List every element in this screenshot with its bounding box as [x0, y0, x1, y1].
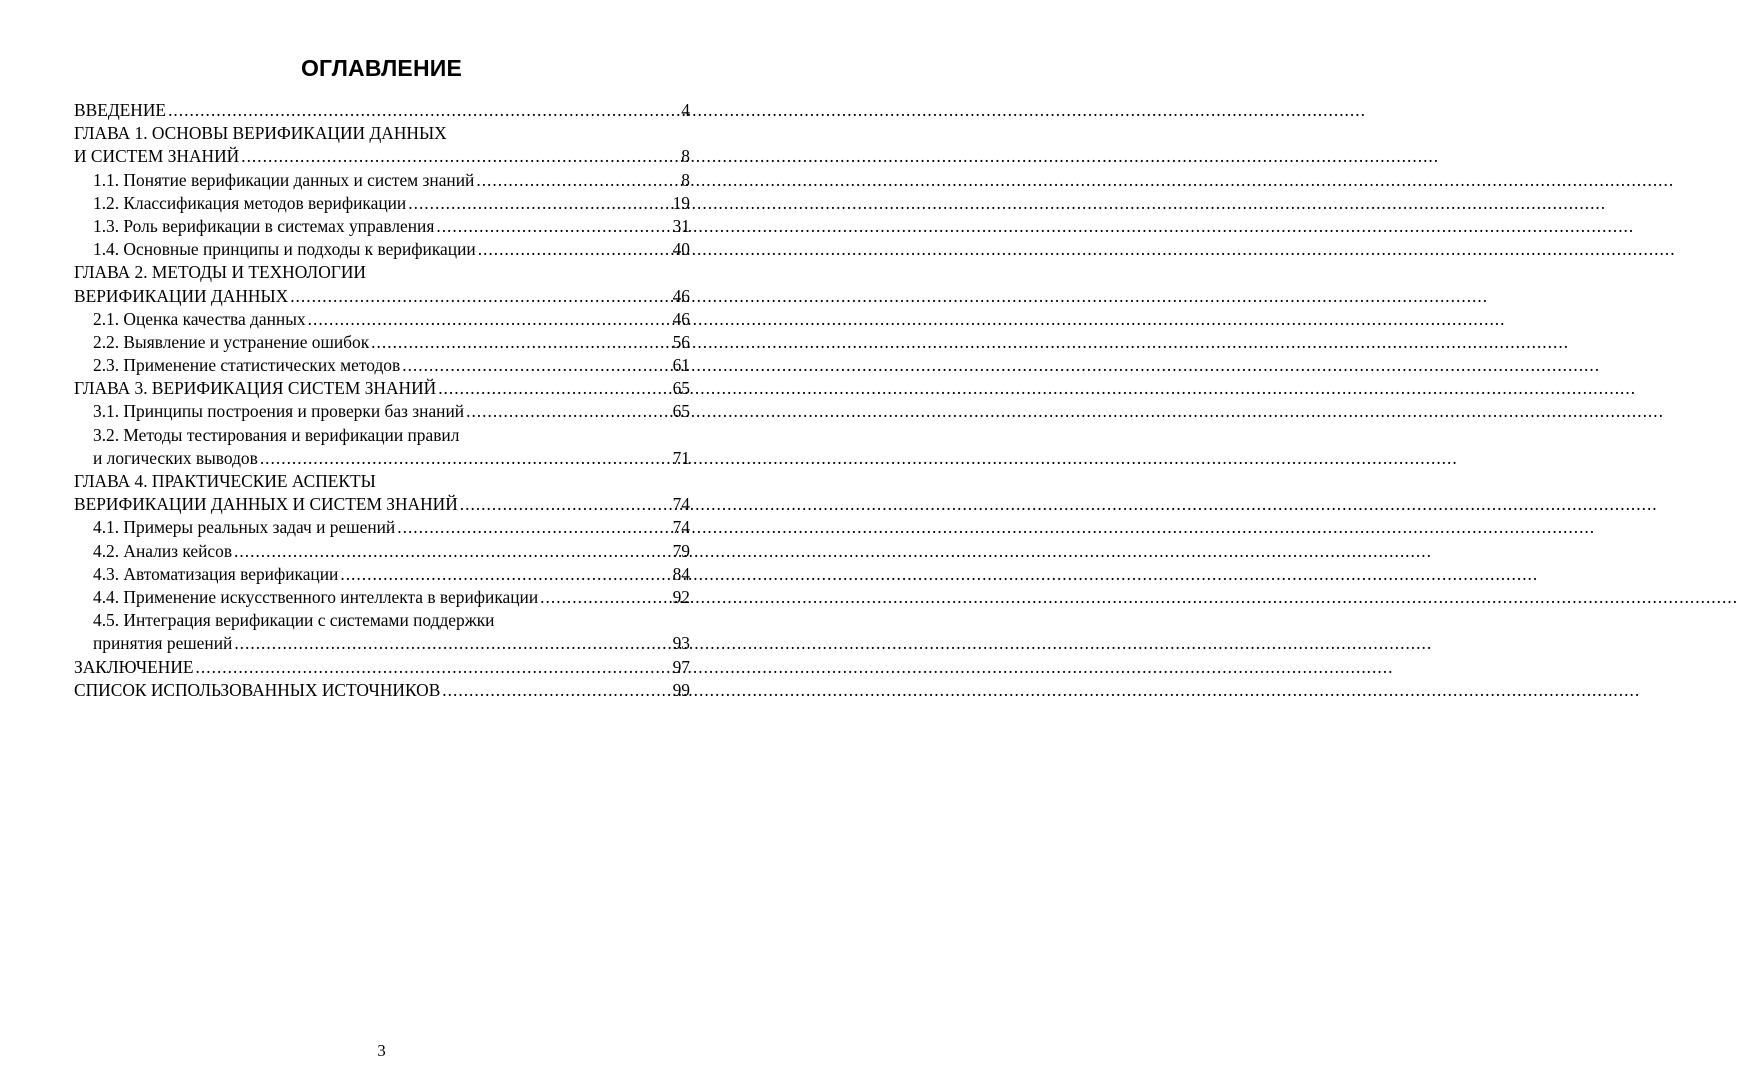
toc-entry-section-2-1[interactable]	[74, 308, 690, 331]
toc-entry-label: принятия решений	[93, 633, 233, 654]
toc-entry-page: 61	[672, 355, 690, 376]
dot-leader	[196, 656, 671, 679]
toc-entry-page: 19	[672, 192, 690, 213]
dot-leader	[442, 679, 670, 702]
toc-entry-section-1-1[interactable]	[74, 169, 690, 192]
dot-leader	[168, 99, 679, 122]
toc-entry-chapter-4[interactable]	[74, 493, 690, 516]
page-title: ОГЛАВЛЕНИЕ	[300, 55, 463, 81]
toc-entry-page: 56	[672, 331, 690, 352]
toc-entry-label: 4.1. Примеры реальных задач и решений	[93, 517, 396, 538]
toc-entry-label: 2.1. Оценка качества данных	[93, 308, 306, 329]
toc-entry-label: 4.2. Анализ кейсов	[93, 540, 233, 561]
toc-entry-chapter-2[interactable]	[74, 285, 690, 308]
toc-entry-page: 31	[672, 215, 690, 236]
toc-entry-page: 65	[672, 401, 690, 422]
dot-leader	[397, 516, 670, 539]
toc-entry-chapter-1-line-1[interactable]: ГЛАВА 1. ОСНОВЫ ВЕРИФИКАЦИИ ДАННЫХ	[74, 123, 447, 144]
dot-leader	[540, 586, 670, 609]
dot-leader	[402, 354, 670, 377]
dot-leader	[234, 632, 670, 655]
dot-leader	[408, 192, 670, 215]
toc-entry-page: 65	[672, 378, 690, 399]
table-of-contents	[74, 99, 690, 702]
toc-entry-label: и логических выводов	[93, 447, 258, 468]
toc-entry-references[interactable]	[74, 679, 690, 702]
toc-entry-page: 46	[672, 285, 690, 306]
dot-leader	[478, 238, 671, 261]
toc-entry-page: 92	[672, 586, 690, 607]
toc-entry-label: ВВЕДЕНИЕ	[74, 100, 167, 120]
toc-entry-page: 74	[672, 494, 690, 515]
dot-leader	[436, 215, 670, 238]
toc-entry-section-4-4[interactable]	[74, 586, 690, 609]
toc-entry-label: 2.2. Выявление и устранение ошибок	[93, 331, 370, 352]
toc-entry-section-4-5[interactable]	[74, 632, 690, 655]
toc-entry-page: 99	[672, 679, 690, 700]
toc-entry-chapter-4-line-1[interactable]: ГЛАВА 4. ПРАКТИЧЕСКИЕ АСПЕКТЫ	[74, 471, 376, 491]
toc-entry-section-3-2-line-1[interactable]: 3.2. Методы тестирования и верификации правил	[93, 424, 460, 445]
dot-leader	[234, 540, 671, 563]
toc-entry-label: ЗАКЛЮЧЕНИЕ	[74, 656, 194, 677]
toc-entry-page: 8	[681, 146, 690, 167]
toc-entry-label: СПИСОК ИСПОЛЬЗОВАННЫХ ИСТОЧНИКОВ	[74, 679, 441, 700]
toc-entry-label: 1.3. Роль верификации в системах управления	[93, 215, 435, 236]
toc-entry-label: 2.3. Применение статистических методов	[93, 355, 401, 376]
dot-leader	[438, 377, 670, 400]
toc-entry-label: 3.1. Принципы построения и проверки баз знаний	[93, 401, 465, 422]
toc-entry-section-1-2[interactable]	[74, 192, 690, 215]
toc-entry-label: 1.2. Классификация методов верификации	[93, 192, 407, 213]
toc-entry-chapter-3[interactable]	[74, 377, 690, 400]
dot-leader	[371, 331, 670, 354]
toc-entry-section-3-1[interactable]	[74, 400, 690, 423]
dot-leader	[260, 447, 671, 470]
toc-entry-label: 4.4. Применение искусственного интеллекта в верификации	[93, 586, 539, 607]
toc-entry-page: 93	[672, 633, 690, 654]
toc-entry-section-4-1[interactable]	[74, 516, 690, 539]
toc-entry-label: И СИСТЕМ ЗНАНИЙ	[74, 146, 240, 167]
toc-entry-page: 4	[681, 100, 690, 120]
dot-leader	[290, 285, 670, 308]
toc-entry-chapter-1[interactable]	[74, 145, 690, 168]
toc-entry-label: 1.1. Понятие верификации данных и систем знаний	[93, 169, 475, 190]
toc-entry-label: 1.4. Основные принципы и подходы к верификации	[93, 239, 476, 260]
toc-entry-page: 79	[672, 540, 690, 561]
dot-leader	[340, 563, 670, 586]
toc-entry-page: 71	[672, 447, 690, 468]
dot-leader	[476, 169, 679, 192]
toc-entry-introduction[interactable]	[74, 99, 690, 122]
toc-entry-page: 40	[672, 239, 690, 260]
toc-entry-section-4-5-line-1[interactable]: 4.5. Интеграция верификации с системами поддержки	[93, 610, 495, 631]
toc-entry-conclusion[interactable]	[74, 656, 690, 679]
toc-entry-section-1-4[interactable]	[74, 238, 690, 261]
toc-entry-section-2-3[interactable]	[74, 354, 690, 377]
toc-entry-section-4-3[interactable]	[74, 563, 690, 586]
page-number: 3	[377, 1041, 386, 1060]
dot-leader	[308, 308, 671, 331]
toc-entry-page: 97	[672, 656, 690, 677]
toc-entry-section-2-2[interactable]	[74, 331, 690, 354]
dot-leader	[460, 493, 671, 516]
toc-entry-label: ВЕРИФИКАЦИИ ДАННЫХ	[74, 285, 289, 306]
toc-entry-section-3-2[interactable]	[74, 447, 690, 470]
toc-entry-label: ГЛАВА 3. ВЕРИФИКАЦИЯ СИСТЕМ ЗНАНИЙ	[74, 378, 437, 399]
toc-entry-page: 8	[681, 169, 690, 190]
toc-entry-label: 4.3. Автоматизация верификации	[93, 563, 339, 584]
toc-entry-page: 74	[672, 517, 690, 538]
toc-entry-label: ВЕРИФИКАЦИИ ДАННЫХ И СИСТЕМ ЗНАНИЙ	[74, 494, 458, 515]
toc-entry-chapter-2-line-1[interactable]: ГЛАВА 2. МЕТОДЫ И ТЕХНОЛОГИИ	[74, 262, 366, 283]
toc-entry-page: 84	[672, 563, 690, 584]
dot-leader	[466, 400, 671, 423]
toc-entry-section-1-3[interactable]	[74, 215, 690, 238]
toc-entry-section-4-2[interactable]	[74, 540, 690, 563]
dot-leader	[241, 145, 679, 168]
toc-entry-page: 46	[672, 308, 690, 329]
